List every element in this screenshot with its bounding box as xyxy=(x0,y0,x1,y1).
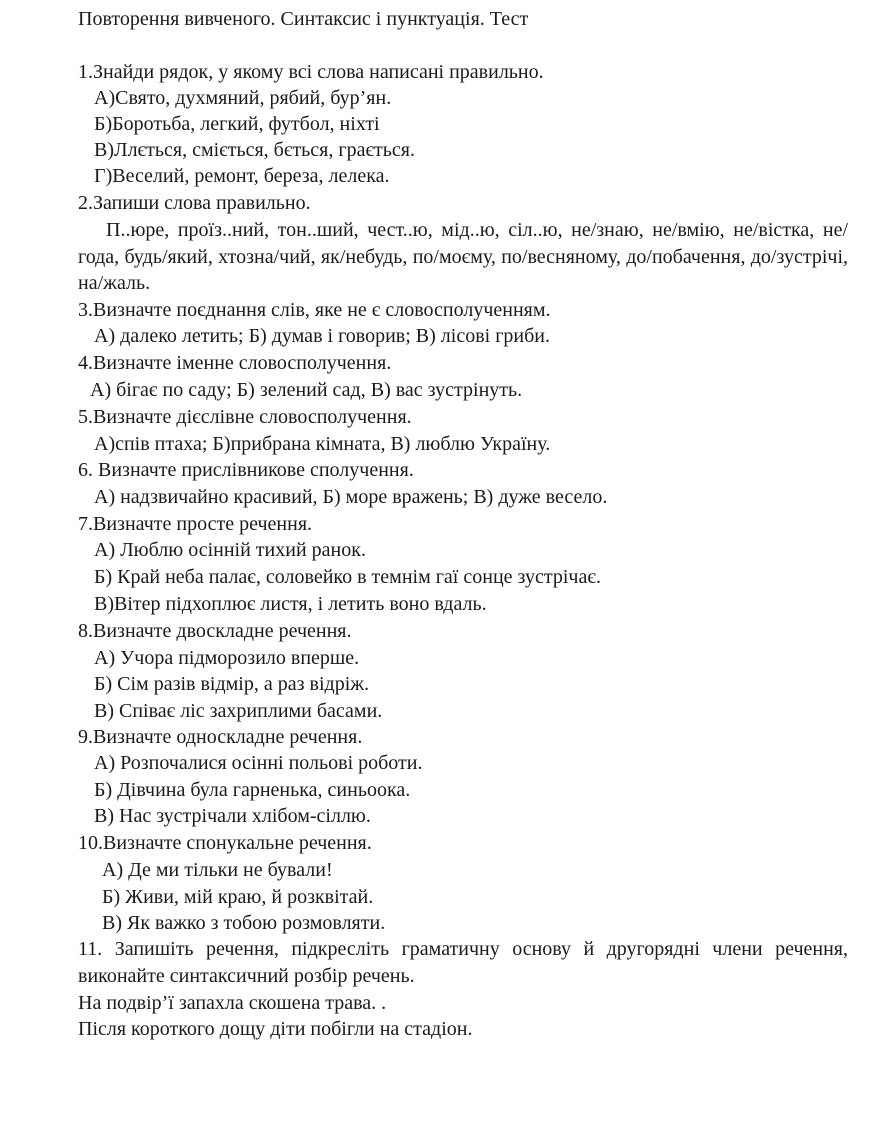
question-4-prompt: 4.Визначте іменне словосполучення. xyxy=(78,352,392,374)
question-11-prompt: 11. Запишіть речення, підкресліть граматичну основу й другорядні члени речення, виконайте синтаксичний розбір речень. xyxy=(78,938,848,987)
question-7-prompt: 7.Визначте просте речення. xyxy=(78,513,313,535)
question-1-prompt: 1.Знайди рядок, у якому всі слова написані правильно. xyxy=(78,61,544,83)
question-7-option-c: В)Вітер підхоплює листя, і летить воно вдаль. xyxy=(94,593,487,615)
question-9-prompt: 9.Визначте односкладне речення. xyxy=(78,726,363,748)
question-1-option-c: В)Ллється, сміється, бється, грається. xyxy=(94,139,415,161)
question-7-option-a: А) Люблю осінній тихий ранок. xyxy=(94,539,366,561)
question-5-prompt: 5.Визначте дієслівне словосполучення. xyxy=(78,406,412,428)
question-11-sentence-2: Після короткого дощу діти побігли на стадіон. xyxy=(78,1018,473,1040)
question-10-option-c: В) Як важко з тобою розмовляти. xyxy=(102,912,386,934)
question-1-option-d: Г)Веселий, ремонт, береза, лелека. xyxy=(94,165,390,187)
question-2-prompt: 2.Запиши слова правильно. xyxy=(78,192,311,214)
question-3-prompt: 3.Визначте поєднання слів, яке не є словосполученням. xyxy=(78,299,551,321)
question-8-prompt: 8.Визначте двоскладне речення. xyxy=(78,620,352,642)
question-9-option-c: В) Нас зустрічали хлібом-сіллю. xyxy=(94,805,371,827)
page-title: Повторення вивченого. Синтаксис і пунктуація. Тест xyxy=(78,8,529,30)
question-1-option-a: А)Свято, духмяний, рябий, бур’ян. xyxy=(94,87,392,109)
question-8-option-b: Б) Сім разів відмір, а раз відріж. xyxy=(94,673,370,695)
question-7-option-b: Б) Край неба палає, соловейко в темнім гаї сонце зустрічає. xyxy=(94,566,601,588)
question-8-option-a: А) Учора підморозило вперше. xyxy=(94,647,360,669)
question-3-options: А) далеко летить; Б) думав і говорив; В) лісові гриби. xyxy=(94,325,550,347)
question-10-option-b: Б) Живи, мій краю, й розквітай. xyxy=(102,886,374,908)
question-10-prompt: 10.Визначте спонукальне речення. xyxy=(78,832,372,854)
question-5-options: А)спів птаха; Б)прибрана кімната, В) люблю Україну. xyxy=(94,433,551,455)
question-1-option-b: Б)Боротьба, легкий, футбол, ніхті xyxy=(94,113,380,135)
question-4-options: А) бігає по саду; Б) зелений сад, В) вас зустрінуть. xyxy=(90,379,523,401)
question-9-option-a: А) Розпочалися осінні польові роботи. xyxy=(94,752,423,774)
question-11-sentence-1: На подвір’ї запахла скошена трава. . xyxy=(78,992,387,1014)
question-8-option-c: В) Співає ліс захриплими басами. xyxy=(94,700,383,722)
question-10-option-a: А) Де ми тільки не бували! xyxy=(102,859,333,881)
question-2-paragraph: П..юре, проїз..ний, тон..ший, чест..ю, мід..ю, сіл..ю, не/знаю, не/вмію, не/вістка, не/года, будь/який, хтозна/чий, як/небудь, по/моєму, по/весняному, до/побачення, до/зустрічі, на/жаль. xyxy=(78,219,848,294)
question-6-prompt: 6. Визначте прислівникове сполучення. xyxy=(78,459,414,481)
question-9-option-b: Б) Дівчина була гарненька, синьоока. xyxy=(94,779,411,801)
question-6-options: А) надзвичайно красивий, Б) море вражень; В) дуже весело. xyxy=(94,486,608,508)
